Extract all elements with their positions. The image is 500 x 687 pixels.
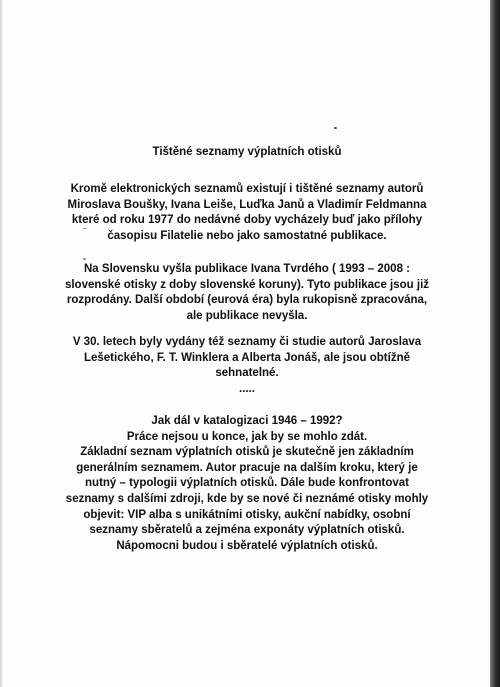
scan-shadow-edge <box>490 0 500 687</box>
scan-speck <box>334 127 337 129</box>
text-line: Miroslava Boušky, Ivana Leiše, Luďka Janů a Vladimír Feldmanna <box>67 198 427 211</box>
scan-speck <box>83 258 86 260</box>
text-line: Základní seznam výplatních otisků je skutečně jen základním <box>80 446 414 459</box>
paragraph-thirties <box>32 335 462 397</box>
document-title: Tištěné seznamy výplatních otisků <box>152 146 342 158</box>
text-line: V 30. letech byly vydány též seznamy či studie autorů Jaroslava <box>72 336 422 348</box>
text-line: seznamy s dalšími zdroji, kde by se nové či neznámé otisky mohly <box>65 492 429 505</box>
text-line: slovenské otisky z doby slovenské koruny). Tyto publikace jsou již <box>64 278 430 291</box>
page-left-edge <box>0 0 3 687</box>
paragraph-electronic-lists <box>32 182 462 244</box>
text-line: generálním seznamem. Autor pracuje na dalším kroku, který je <box>76 461 418 474</box>
text-line: ale publikace nevyšla. <box>186 309 308 322</box>
text-line: objevit: VIP alba s unikátními otisky, aukční nabídky, osobní <box>83 508 411 521</box>
text-line: časopisu Filatelie nebo jako samostatné publikace. <box>107 229 387 242</box>
text-line: Na Slovensku vyšla publikace Ivana Tvrdého ( 1993 – 2008 : <box>84 263 410 275</box>
ellipsis-separator: ..... <box>239 382 255 395</box>
text-line: Kromě elektronických seznamů existují i tištěné seznamy autorů <box>70 183 424 195</box>
text-line: Práce nejsou u konce, jak by se mohlo zdát. <box>126 430 368 443</box>
text-line: Jak dál v katalogizaci 1946 – 1992? <box>151 415 343 427</box>
text-line: seznamy sběratelů a zejména exponáty výplatních otisků. <box>89 524 405 537</box>
text-line: sehnatelné. <box>215 367 279 380</box>
paragraph-slovakia <box>32 262 462 324</box>
text-line: Nápomocni budou i sběratelé výplatních otisků. <box>116 539 378 552</box>
text-line: Lešetického, F. T. Winklera a Alberta Jonáš, ale jsou obtížně <box>83 351 411 364</box>
text-line: rozprodány. Další období (eurová éra) byla rukopisně zpracována, <box>66 294 428 307</box>
text-line: které od roku 1977 do nedávné doby vycházely buď jako přílohy <box>71 214 423 227</box>
text-line: nutný – typologii výplatních otisků. Dále bude konfrontovat <box>85 477 409 490</box>
paragraph-cataloguing <box>32 414 462 554</box>
